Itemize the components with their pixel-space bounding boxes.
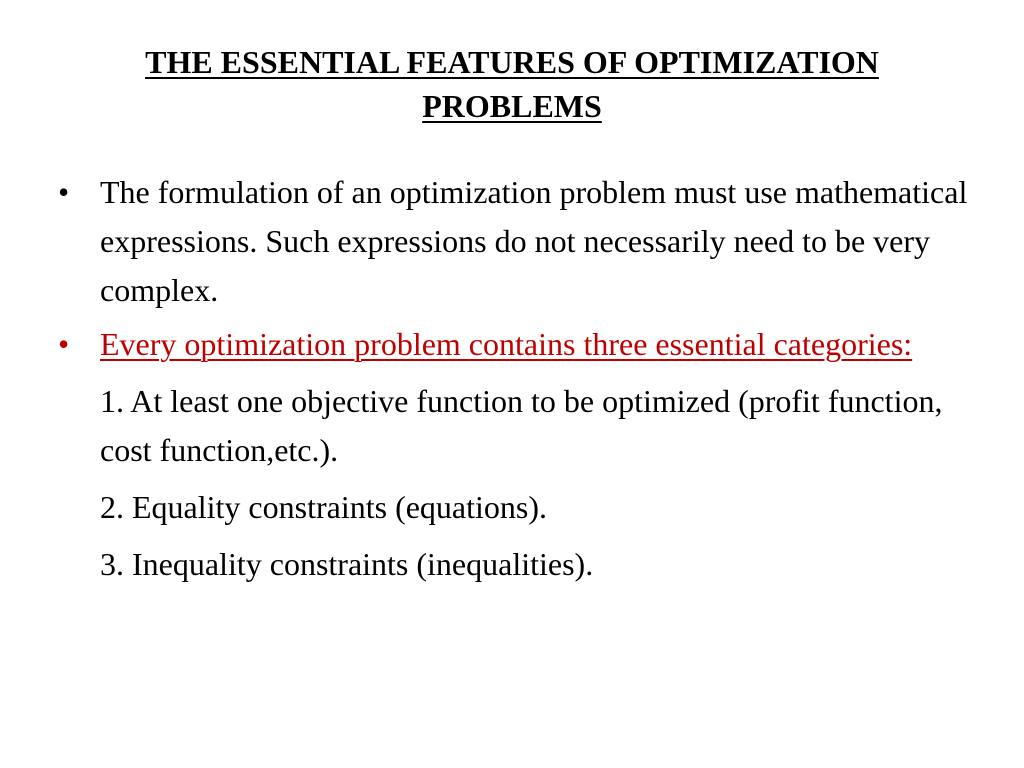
list-item-inequality: 3. Inequality constraints (inequalities).	[100, 546, 594, 582]
bullet-text: Every optimization problem contains three essential categories:	[100, 326, 913, 362]
list-item-objective: 1. At least one objective function to be optimized (profit function, cost function,etc.).	[100, 383, 943, 468]
bullet-categories	[58, 320, 978, 369]
slide-body	[58, 168, 978, 596]
bullet-formulation	[58, 168, 978, 315]
bullet-marker: •	[58, 326, 70, 362]
bullet-text: The formulation of an optimization problem must use mathematical expressions. Such expressions do not necessarily need to be very complex.	[100, 174, 968, 308]
bullet-marker: •	[58, 174, 70, 210]
slide-title: THE ESSENTIAL FEATURES OF OPTIMIZATION PROBLEMS	[145, 44, 879, 124]
list-item-equality: 2. Equality constraints (equations).	[100, 489, 548, 525]
